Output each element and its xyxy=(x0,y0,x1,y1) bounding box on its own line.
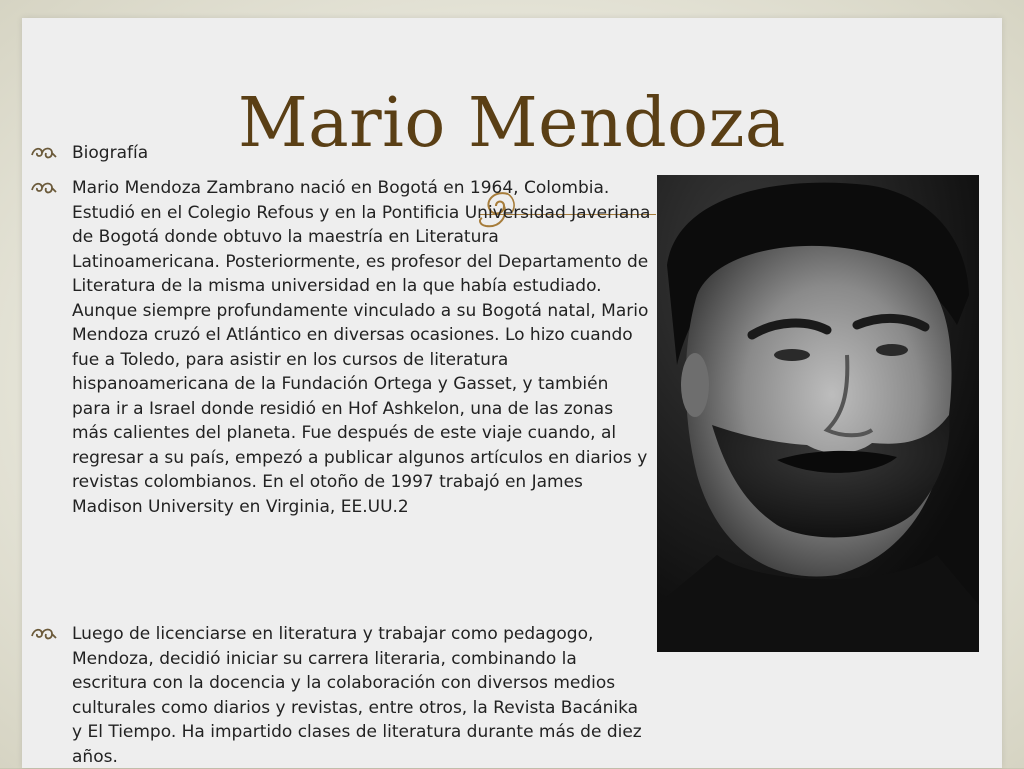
portrait-illustration xyxy=(657,175,979,652)
bullet-text: Luego de licenciarse en literatura y trabajar como pedagogo, Mendoza, decidió iniciar su carrera literaria, combinando la escritura con la docencia y la colaboración con diversos medios culturales como diarios y revistas, entre otros, la Revista Bacánika y El Tiempo. Ha impartido clases de literatura durante más de diez años. xyxy=(72,624,642,767)
author-portrait-photo xyxy=(657,175,979,652)
bullet-text: Biografía xyxy=(72,143,149,163)
curlicue-bullet-icon xyxy=(30,143,58,161)
slide-title: Mario Mendoza xyxy=(238,84,786,163)
curlicue-bullet-icon xyxy=(30,624,58,642)
curlicue-bullet-icon xyxy=(30,178,58,196)
bullet-text: Mario Mendoza Zambrano nació en Bogotá en 1964, Colombia. Estudió en el Colegio Refous y en la Pontificia Universidad Javeriana de Bogotá donde obtuvo la maestría en Literatura Latinoamericana. Posteriormente, es profesor del Departamento de Literatura de la misma universidad en la que había estudiado. Aunque siempre profundamente vinculado a su Bogotá natal, Mario Mendoza cruzó el Atlántico en diversas ocasiones. Lo hizo cuando fue a Toledo, para asistir en los cursos de literatura hispanoamericana de la Fundación Ortega y Gasset, y también para ir a Israel donde residió en Hof Ashkelon, una de las zonas más calientes del planeta. Fue después de este viaje cuando, al regresar a su país, empezó a publicar algunos artículos en diarios y revistas colombianos. En el otoño de 1997 trabajó en James Madison University en Virginia, EE.UU.2 xyxy=(72,178,651,517)
